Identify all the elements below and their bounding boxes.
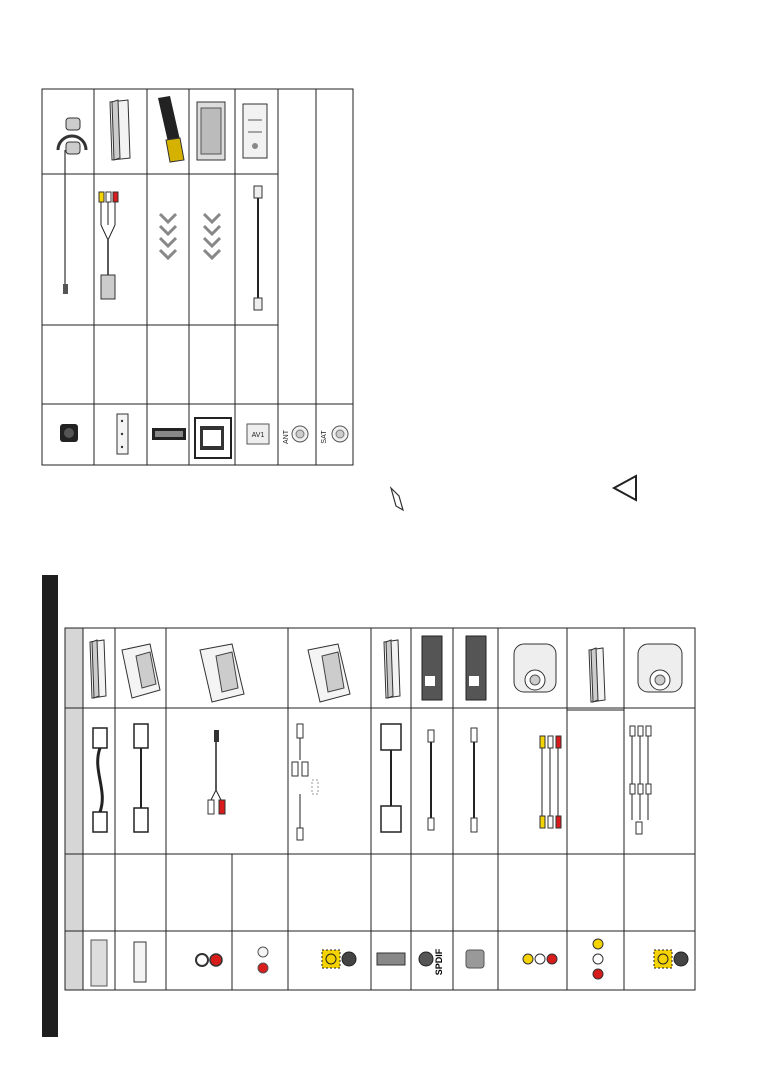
sat-socket-icon [321, 426, 348, 444]
dvd-player-icon [110, 100, 130, 160]
av1-socket-icon [247, 424, 269, 444]
spdif-socket-icon [419, 948, 444, 975]
laptop-icon [200, 644, 244, 702]
audio-socket-icon [196, 954, 222, 966]
audio-socket-icon [258, 947, 268, 973]
hdmi-socket-icon [377, 953, 405, 965]
svg-text:ANT: ANT [283, 430, 290, 444]
bottom-connection-table [0, 570, 767, 1070]
back-triangle-icon [614, 476, 636, 500]
optical-socket-icon [466, 950, 484, 968]
svg-text:SPDIF: SPDIF [434, 948, 444, 976]
svg-text:SAT: SAT [321, 430, 328, 444]
chevron-arrows-icon [204, 214, 220, 258]
hdmi-cable-icon [381, 724, 401, 832]
pencil-icon [391, 488, 403, 510]
audio-cable-icon [208, 730, 225, 814]
headphones-icon [58, 118, 86, 294]
dvd-player-icon [384, 640, 400, 698]
vga-socket-icon [117, 414, 128, 454]
ci-card-icon [197, 102, 225, 160]
camcorder-icon [514, 644, 556, 692]
svg-text:AV1: AV1 [251, 432, 265, 439]
video-socket-icon [322, 950, 356, 968]
camcorder-icon [638, 644, 682, 692]
av-cable-icon [99, 192, 118, 299]
laptop-icon [122, 644, 160, 698]
ethernet-cable-icon [254, 186, 262, 310]
vga-cable-icon [134, 724, 148, 832]
chevron-arrows-icon [160, 214, 176, 258]
component-cable-icon [630, 726, 651, 834]
av-socket-icon [593, 939, 603, 979]
scart-socket-icon [91, 940, 107, 986]
av-socket-icon [523, 954, 557, 964]
video-socket-icon [654, 950, 688, 968]
ant-socket-icon [283, 426, 308, 444]
ci-slot-icon [195, 418, 231, 458]
hdmi-socket-icon [152, 428, 186, 440]
vga-socket-icon [134, 942, 146, 982]
optical-cable-icon [471, 728, 477, 832]
optical-socket-icon [60, 424, 78, 442]
audio-receiver-icon [422, 636, 442, 700]
scart-cable-icon [93, 728, 107, 832]
dvd-player-icon [589, 648, 605, 702]
dvd-player-icon [90, 640, 106, 698]
audio-receiver-icon [466, 636, 486, 700]
hdmi-plug-icon [158, 96, 184, 162]
av-cable-icon [540, 736, 561, 828]
laptop-icon [308, 644, 350, 702]
coaxial-cable-icon [428, 730, 434, 830]
av-device-icon [243, 104, 267, 158]
video-cable-icon [292, 724, 318, 840]
